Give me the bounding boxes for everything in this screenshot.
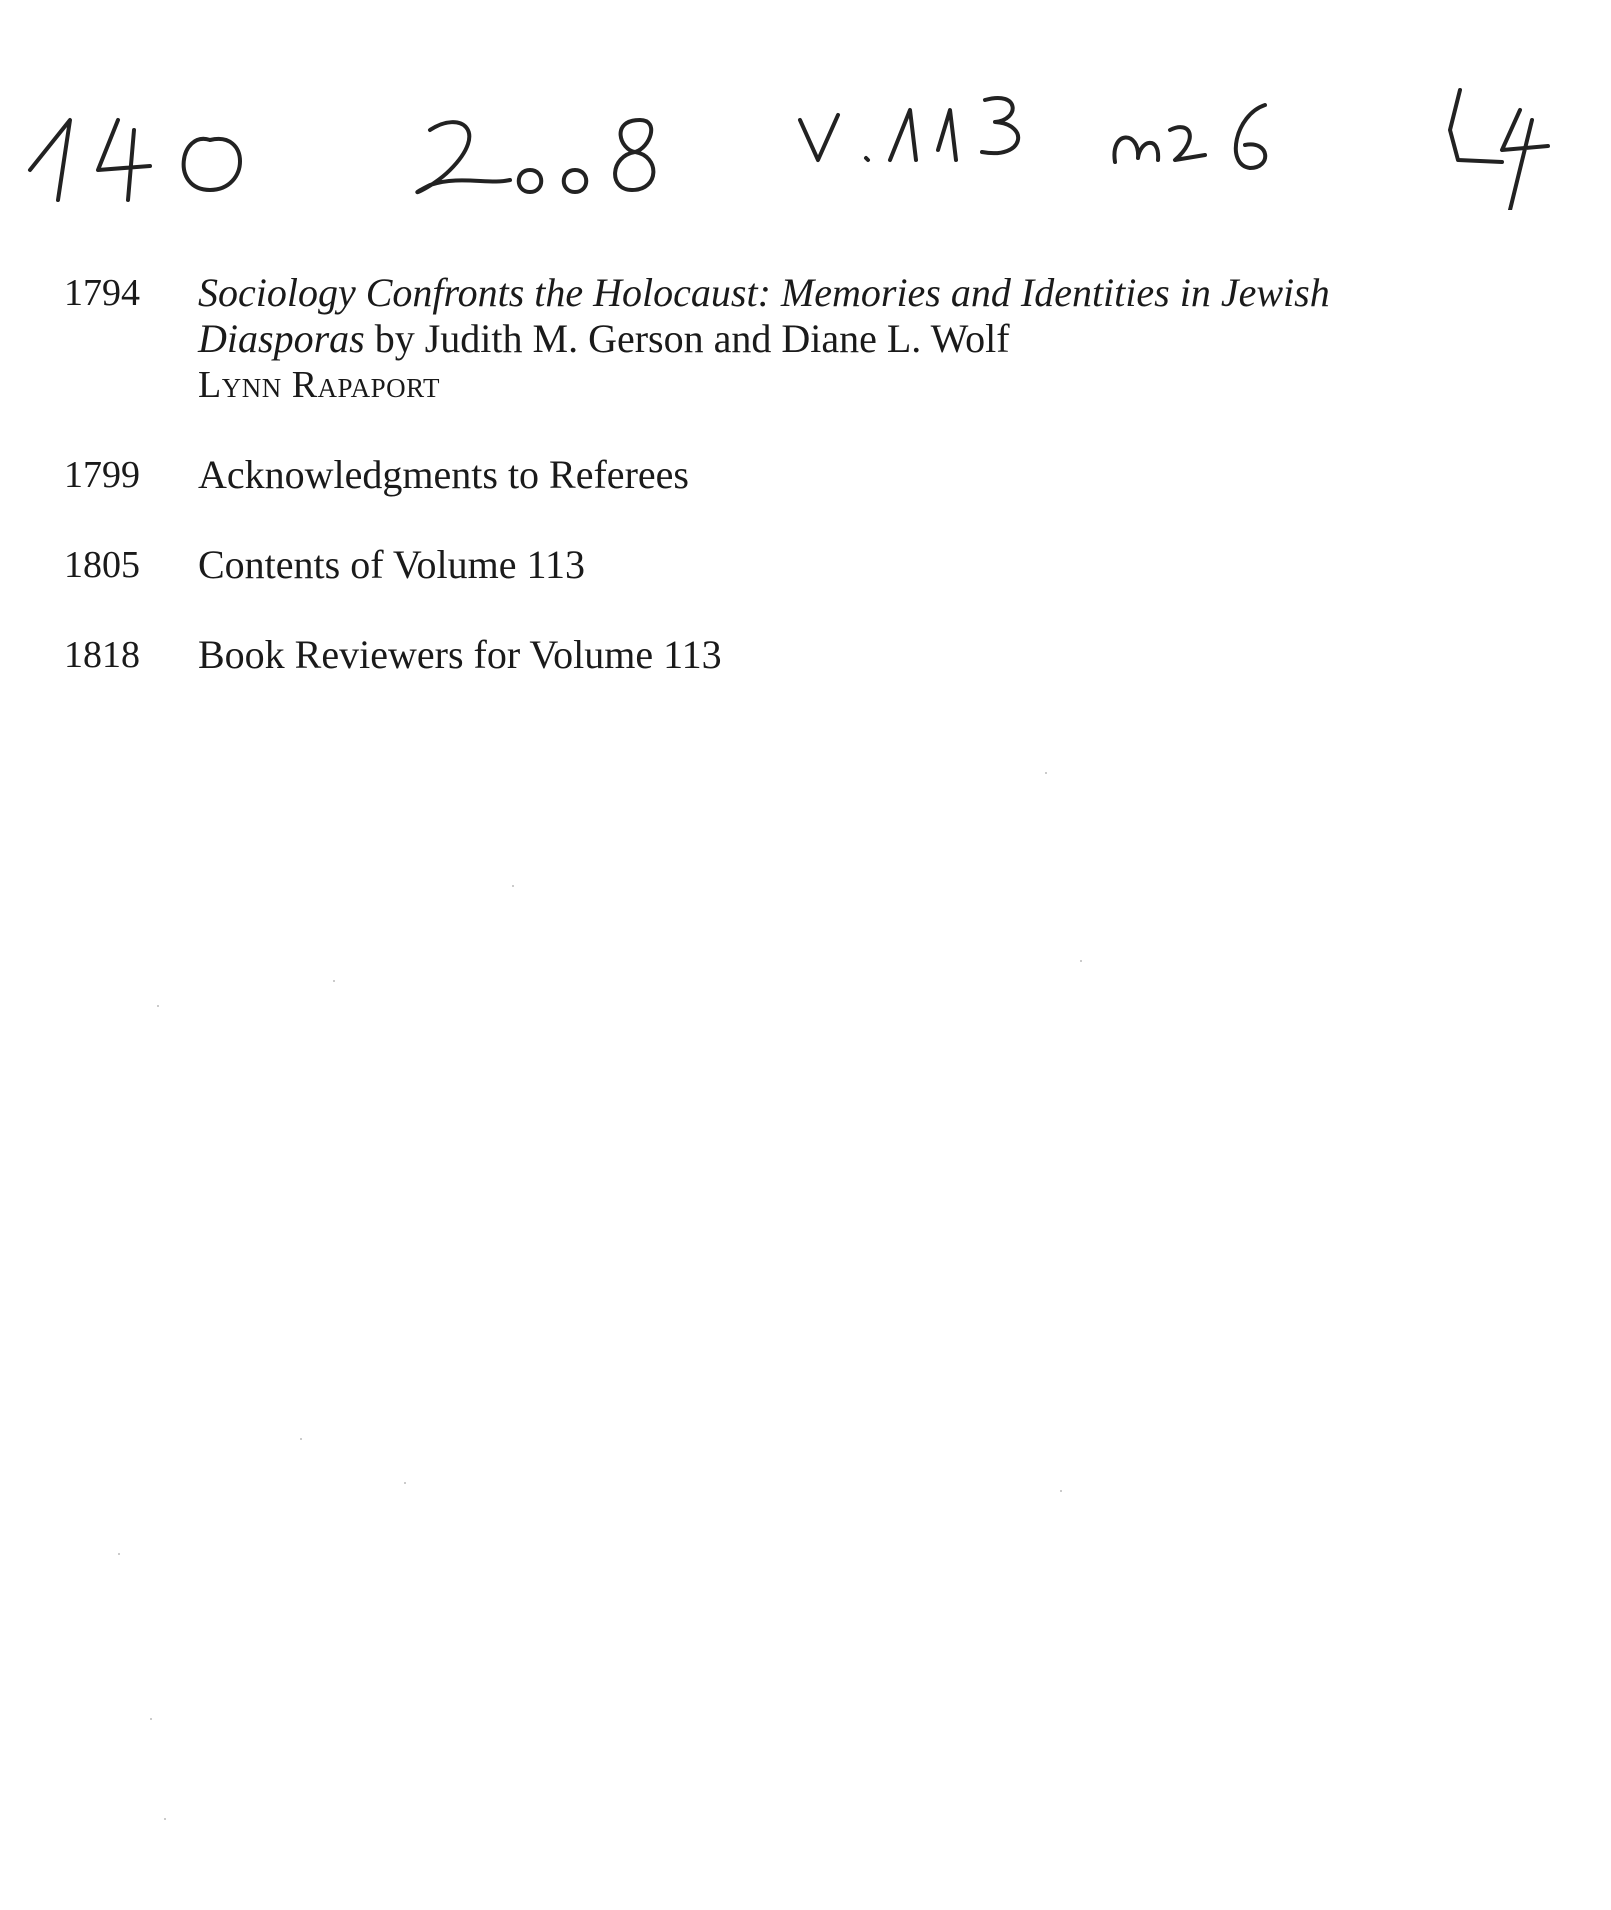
toc-entry-title: Book Reviewers for Volume 113 bbox=[198, 632, 722, 677]
toc-entry bbox=[64, 542, 1424, 588]
scan-speck bbox=[404, 1482, 406, 1484]
scan-speck bbox=[150, 1718, 152, 1720]
toc-entry bbox=[64, 632, 1424, 678]
scan-speck bbox=[157, 1005, 159, 1007]
toc-entry-title: Acknowledgments to Referees bbox=[198, 452, 689, 497]
table-of-contents bbox=[64, 270, 1424, 678]
handwritten-annotation-drawing bbox=[10, 60, 1600, 210]
toc-entry-title: Contents of Volume 113 bbox=[198, 542, 586, 587]
toc-page-number: 1794 bbox=[64, 272, 140, 314]
scan-speck bbox=[164, 1818, 166, 1820]
toc-entry-body bbox=[198, 270, 1424, 408]
toc-page-number: 1818 bbox=[64, 634, 140, 676]
scan-speck bbox=[300, 1438, 302, 1440]
toc-page-number: 1799 bbox=[64, 454, 140, 496]
scan-speck bbox=[1080, 960, 1082, 962]
toc-entry-title-rest: by Judith M. Gerson and Diane L. Wolf bbox=[364, 316, 1010, 361]
scan-speck bbox=[1060, 1490, 1062, 1492]
scan-speck bbox=[333, 980, 335, 982]
scan-speck bbox=[512, 885, 514, 887]
toc-entry bbox=[64, 270, 1424, 408]
toc-page-number: 1805 bbox=[64, 544, 140, 586]
toc-entry bbox=[64, 452, 1424, 498]
handwritten-annotation bbox=[10, 60, 1600, 210]
scan-speck bbox=[118, 1553, 120, 1555]
toc-entry-title-italic: Sociology Confronts the Holocaust: Memories and Identities in Jewish Diasporas bbox=[198, 270, 1330, 361]
toc-entry-author: Lynn Rapaport bbox=[198, 364, 440, 406]
scan-speck bbox=[1045, 772, 1047, 774]
